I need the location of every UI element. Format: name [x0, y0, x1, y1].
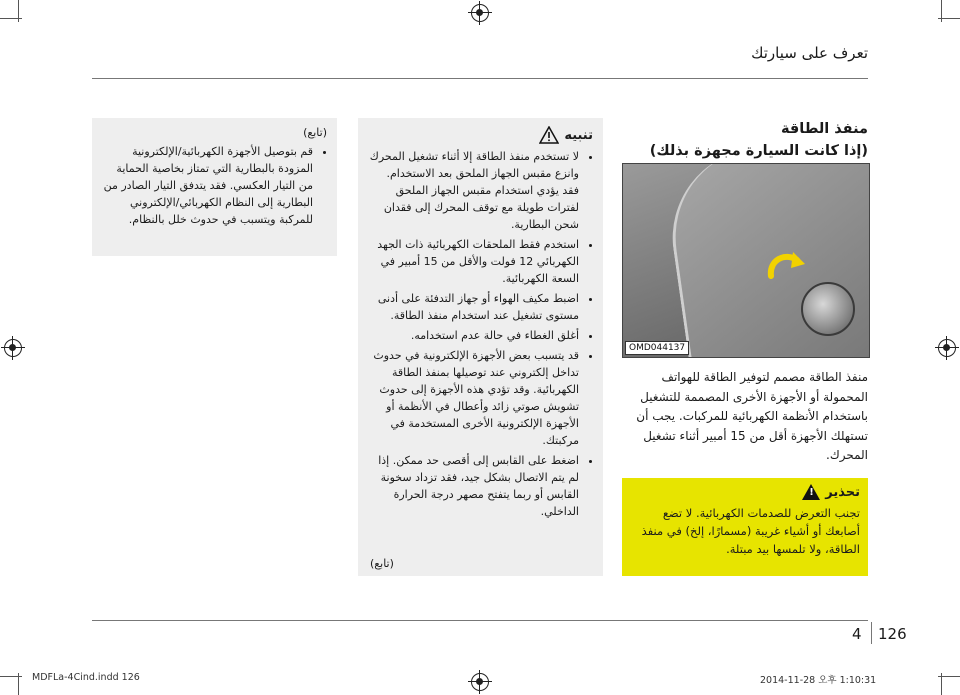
page-number: 126: [878, 625, 907, 643]
continued-panel: [92, 118, 337, 256]
list-item: • أغلق الغطاء في حالة عدم استخدامه.: [368, 327, 579, 344]
warning-triangle-icon: !: [802, 484, 820, 500]
list-item: • لا تستخدم منفذ الطاقة إلا أثناء تشغيل المحرك وانزع مقبس الجهاز الملحق بعد الاستخدام. فقد يؤدي استخدام مقبس الجهاز الملحق لفترات طويلة مع توقف المحرك إلى فقدان شحن البطارية.: [368, 148, 579, 233]
header-divider: [92, 78, 868, 79]
photo-code: OMD044137: [625, 341, 689, 355]
outlet-cap: [801, 282, 855, 336]
caution-label: تنبيه: [564, 127, 593, 143]
continued-heading: (تابع): [303, 126, 327, 139]
warning-text: تجنب التعرض للصدمات الكهربائية. لا تضع أصابعك أو أشياء غريبة (مسمارًا، إلخ) في منفذ الطاقة، ولا تلمسها بيد مبتلة.: [641, 506, 860, 556]
warning-box: [622, 478, 868, 576]
crop-mark: [0, 676, 22, 677]
power-outlet-heading: [628, 118, 868, 162]
warning-label: تحذير: [825, 484, 860, 500]
caution-panel: [358, 118, 603, 576]
registration-mark-icon: [4, 339, 22, 357]
registration-mark-icon: [471, 673, 489, 691]
registration-mark-icon: [938, 339, 956, 357]
continued-list: [102, 143, 327, 228]
page-number-divider: [871, 622, 872, 644]
power-outlet-title: منفذ الطاقة: [780, 121, 868, 137]
list-item: • اضغط على القابس إلى أقصى حد ممكن. إذا لم يتم الاتصال بشكل جيد، فقد تزداد سخونة القابس أو ربما يتفتح مصهر درجة الحرارة الداخلي.: [368, 452, 579, 520]
registration-mark-icon: [471, 4, 489, 22]
warning-heading: [630, 484, 860, 500]
chapter-number: 4: [852, 625, 862, 643]
continued-label: (تابع): [370, 557, 394, 570]
crop-mark: [938, 18, 960, 19]
curved-arrow-icon: [763, 246, 807, 290]
list-item: • اضبط مكيف الهواء أو جهاز التدفئة على أدنى مستوى تشغيل عند استخدام منفذ الطاقة.: [368, 290, 579, 324]
power-outlet-subtitle: (إذا كانت السيارة مجهزة بذلك): [649, 143, 868, 159]
caution-heading: [368, 126, 593, 144]
footer-divider: [92, 620, 868, 621]
power-outlet-photo: [622, 163, 870, 358]
caution-list: [368, 148, 593, 520]
power-outlet-description: منفذ الطاقة مصمم لتوفير الطاقة للهواتف المحمولة أو الأجهزة الأخرى المصممة للتشغيل باستخدام الأنظمة الكهربائية للمركبات. يجب أن تستهلك الأجهزة أقل من 15 أمبير أثناء تشغيل المحرك.: [636, 370, 868, 462]
list-item: • قم بتوصيل الأجهزة الكهربائية/الإلكترونية المزودة بالبطارية التي تمتاز بخاصية الحماية من التيار العكسي. فقد يتدفق التيار الصادر من البطارية إلى النظام الكهربائي/الإلكتروني للمركبة ويتسبب في حدوث خلل بالنظام.: [102, 143, 313, 228]
file-slug: MDFLa-4Cind.indd 126: [32, 672, 140, 683]
caution-triangle-icon: [539, 126, 559, 144]
print-timestamp: 2014-11-28 오후 1:10:31: [760, 675, 877, 686]
section-title: تعرف على سيارتك: [751, 44, 868, 62]
list-item: • قد يتسبب بعض الأجهزة الإلكترونية في حدوث تداخل إلكتروني عند توصيلها بمنفذ الطاقة الكهربائية. وقد تؤدي هذه الأجهزة إلى حدوث تشويش صوتي زائد وأعطال في الأنظمة أو الأجهزة الإلكترونية الأخرى المستخدمة في مركبتك.: [368, 347, 579, 449]
crop-mark: [0, 18, 22, 19]
crop-mark: [938, 676, 960, 677]
list-item: • استخدم فقط الملحقات الكهربائية ذات الجهد الكهربائي 12 فولت والأقل من 15 أمبير في السعة الكهربائية.: [368, 236, 579, 287]
